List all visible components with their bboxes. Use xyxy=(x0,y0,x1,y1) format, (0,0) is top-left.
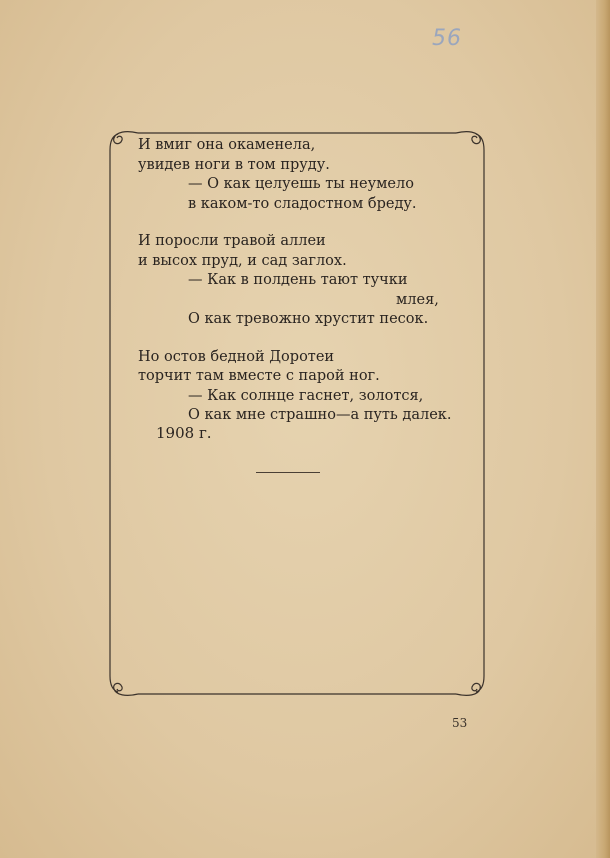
poem-line: О как тревожно хрустит песок. xyxy=(188,311,429,327)
page-edge xyxy=(596,0,610,858)
poem-line: и высох пруд, и сад заглох. xyxy=(138,252,347,269)
poem-line: млея, xyxy=(396,291,439,308)
poem-line: О как мне страшно—а путь далек. xyxy=(188,407,452,423)
poem-line: И вмиг она окаменела, xyxy=(138,137,316,153)
poem-line: в каком-то сладостном бреду. xyxy=(188,195,417,212)
divider-rule xyxy=(256,472,320,473)
poem-text xyxy=(138,136,478,426)
poem-line: — О как целуешь ты неумело xyxy=(188,176,414,192)
poem-date: 1908 г. xyxy=(156,424,212,442)
poem-line: — Как солнце гаснет, золотся, xyxy=(188,387,424,404)
poem-line: торчит там вместе с парой ног. xyxy=(138,368,380,384)
handwritten-page-mark: 56 xyxy=(432,26,462,51)
poem-line: И поросли травой аллеи xyxy=(138,233,326,249)
poem-line: Но остов бедной Доротеи xyxy=(138,348,335,365)
page-number: 53 xyxy=(452,716,468,730)
poem-line: увидев ноги в том пруду. xyxy=(138,156,330,173)
poem-line: — Как в полдень тают тучки xyxy=(188,272,408,288)
